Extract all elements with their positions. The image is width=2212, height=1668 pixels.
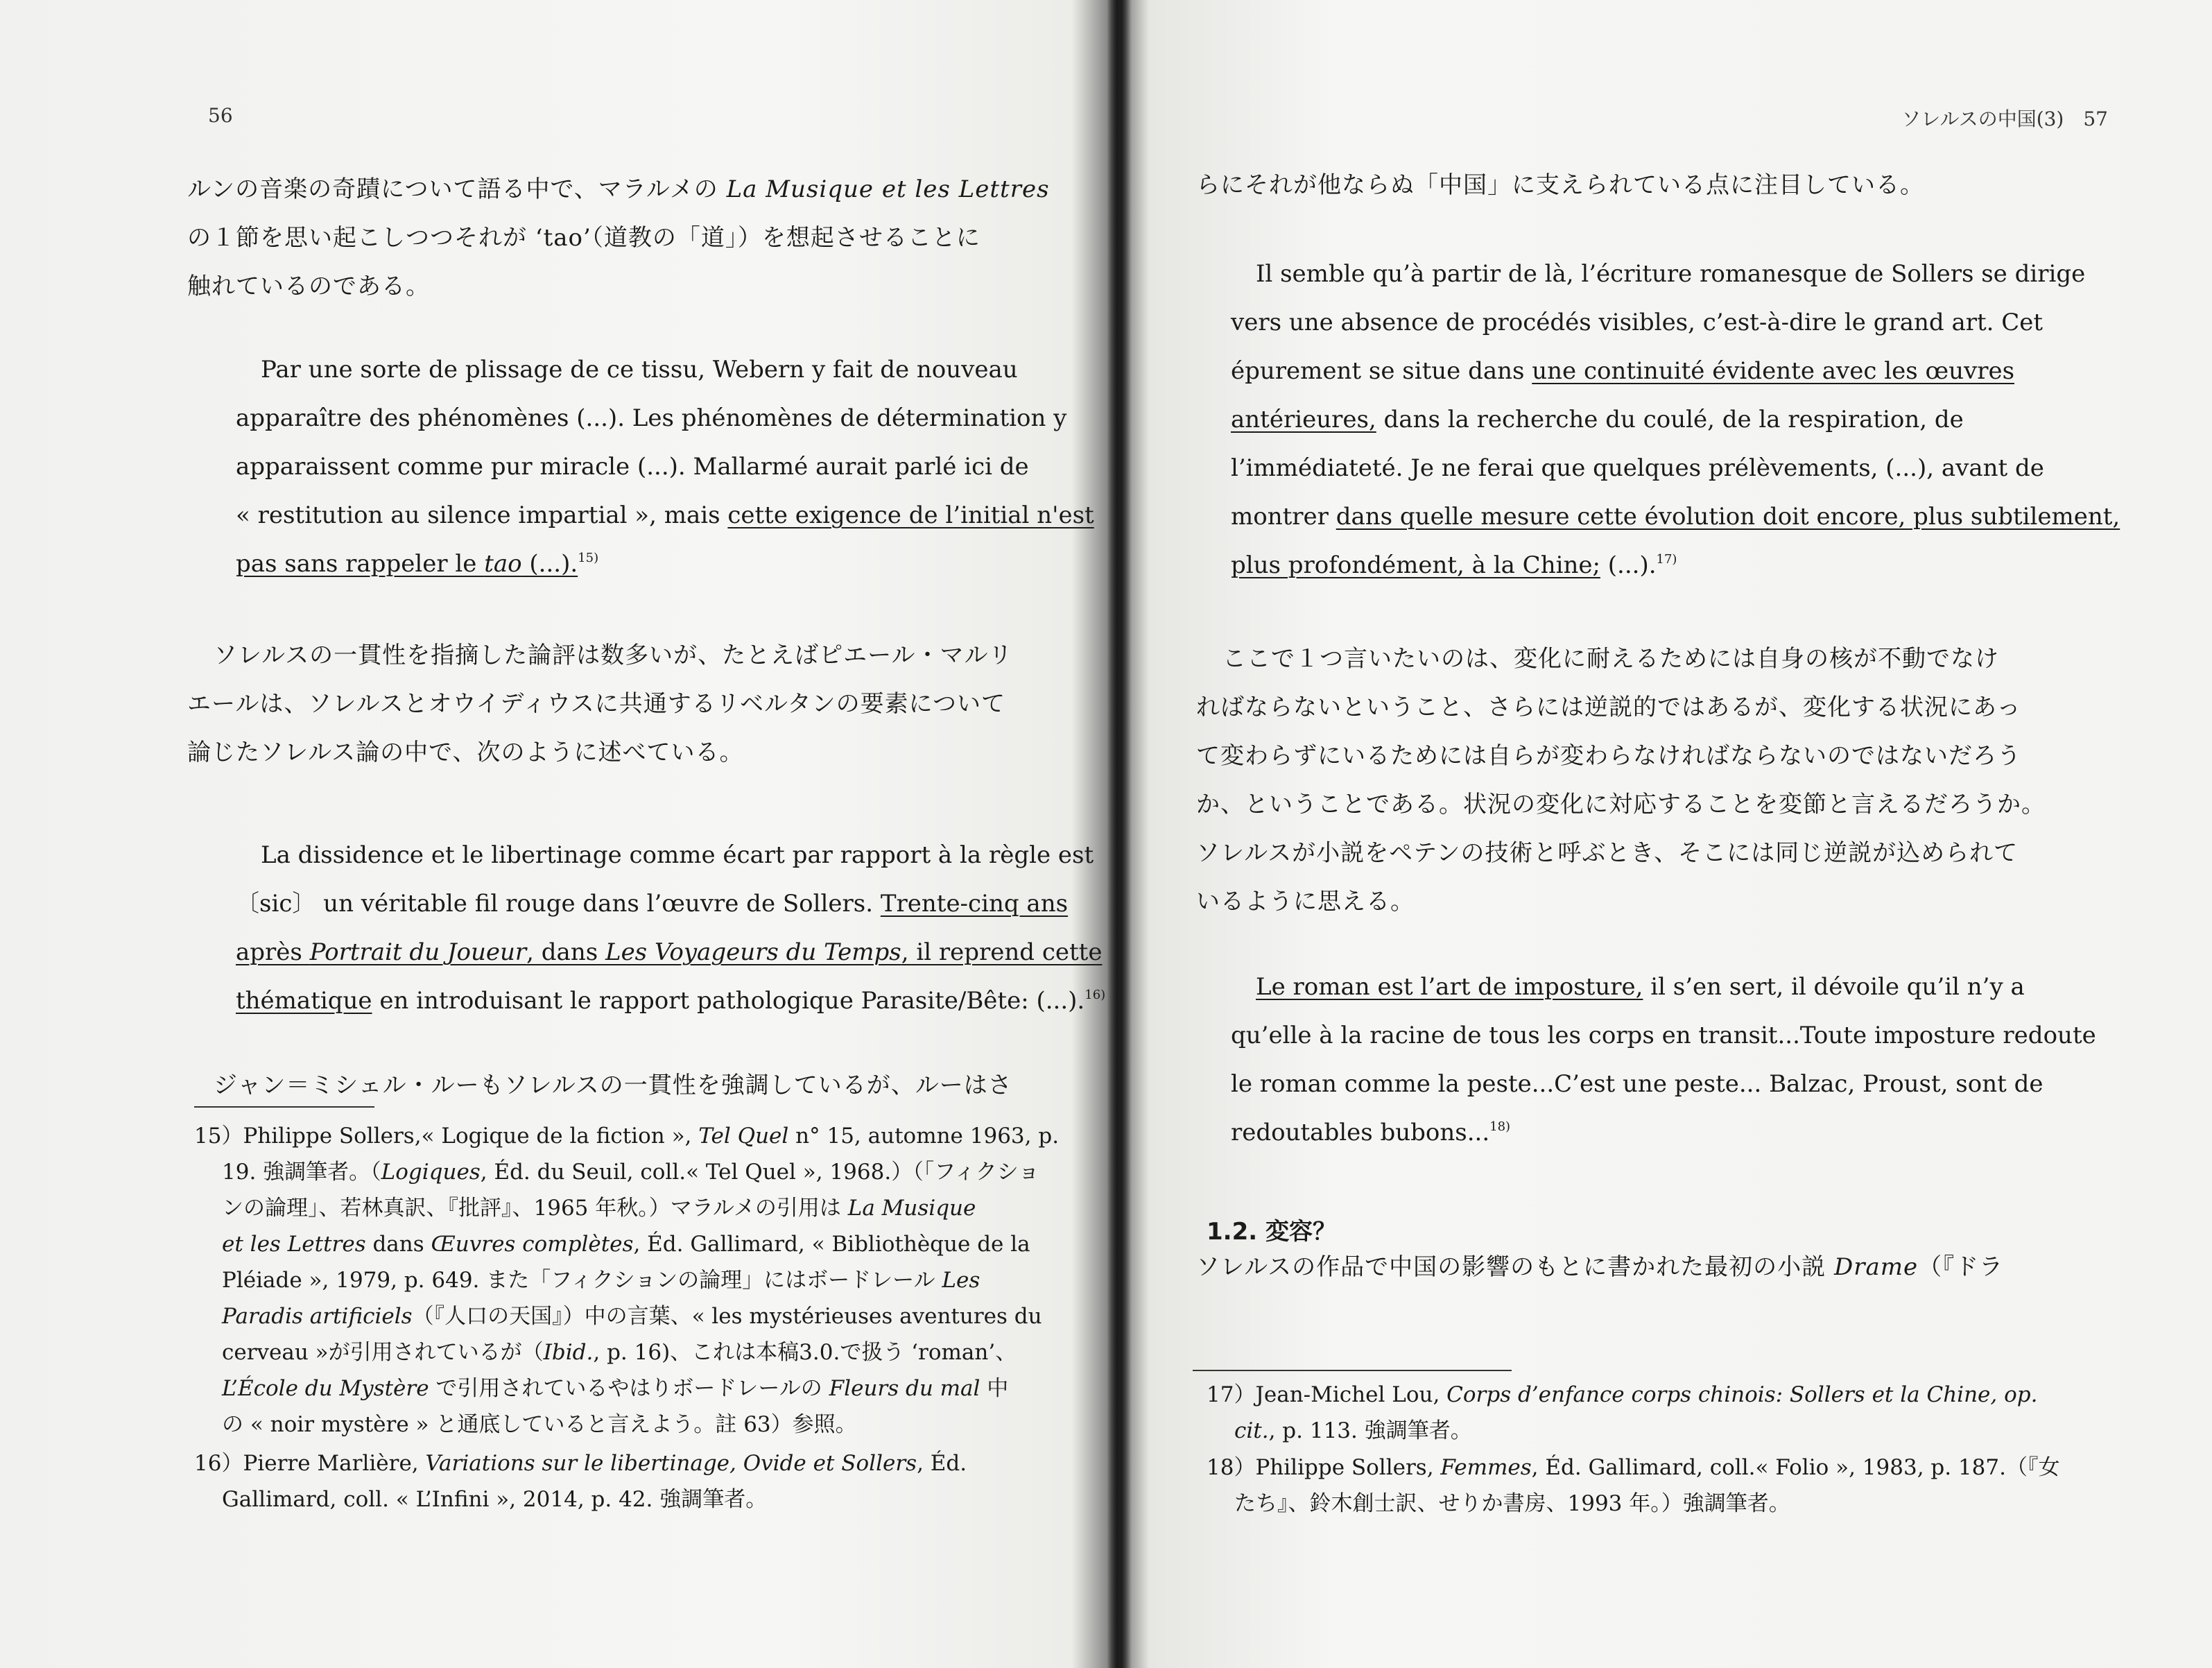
text-line: の « noir mystère » と通底していると言えよう。註 63）参照。 (222, 1412, 857, 1437)
text-segment: La Musique (847, 1196, 976, 1221)
underlined-text: Portrait du Joueur (309, 938, 527, 966)
footnote-ref-15[interactable]: 15) (578, 551, 599, 565)
footnote-ref-16[interactable]: 16) (1085, 988, 1106, 1002)
text-segment: Tel Quel (698, 1124, 789, 1149)
text-segment: Fleurs du mal (829, 1376, 980, 1401)
text-segment: redoutables bubons... (1231, 1119, 1490, 1146)
text-segment: , p. 16)、これは本稿3.0.で扱う ‘roman’、 (593, 1340, 1017, 1365)
footnote-rule-left (194, 1106, 374, 1108)
text-segment: （『ドラ (1918, 1253, 2004, 1281)
text-segment: et les Lettres (222, 1232, 366, 1257)
underlined-text: tao (484, 550, 522, 578)
footnote-ref-17[interactable]: 17) (1656, 552, 1677, 567)
text-segment: , p. 113. 強調筆者。 (1268, 1418, 1472, 1443)
text-line: ソレルスの一貫性を指摘した論評は数多いが、たとえばピエール・マルリ (214, 642, 1013, 669)
text-segment: , Éd. Gallimard, coll.« Folio », 1983, p. 187.（『女 (1531, 1455, 2060, 1480)
footnote-17 (1207, 1377, 2101, 1449)
underlined-text: cette exigence de l’initial n'est (727, 501, 1094, 529)
paragraph-1-left (187, 165, 1096, 311)
text-line: 論じたソレルス論の中で、次のように述べている。 (187, 739, 744, 766)
text-segment: dans la recherche du coulé, de la respiration, de (1376, 406, 1964, 433)
paragraph-3-left (187, 1061, 1096, 1110)
block-quote-3 (1231, 250, 2120, 590)
footnote-rule-right (1193, 1370, 1512, 1371)
text-line: ここで１つ言いたいのは、変化に耐えるためには自身の核が不動でなけ (1222, 645, 1999, 673)
text-segment: Logiques (381, 1160, 481, 1185)
page-number-left: 56 (208, 104, 233, 127)
text-segment: Pléiade », 1979, p. 649. また「フィクションの論理」にはボードレール (222, 1268, 942, 1293)
underlined-text: Trente-cinq ans (880, 890, 1069, 918)
text-segment: Femmes (1440, 1455, 1532, 1480)
underlined-text: Le roman est l’art de imposture, (1256, 973, 1643, 1001)
text-line: 触れているのである。 (187, 273, 430, 300)
underlined-text: , il reprend cette (901, 938, 1103, 966)
underlined-text: thématique (236, 987, 372, 1015)
text-line: いるように思える。 (1196, 888, 1415, 915)
section-heading: 1.2. 変容？ (1207, 1218, 1336, 1246)
quote-line: le roman comme la peste...C’est une peste... Balzac, Proust, sont de (1231, 1070, 2043, 1098)
underlined-text: Les Voyageurs du Temps (605, 938, 901, 966)
underlined-text: plus profondément, à la Chine; (1231, 551, 1600, 579)
quote-line: l’immédiateté. Je ne ferai que quelques prélèvements, (...), avant de (1231, 454, 2044, 482)
text-line: ればならないということ、さらには逆説的ではあるが、変化する状況にあっ (1196, 694, 2021, 721)
text-segment: Drame (1833, 1253, 1919, 1281)
text-segment: 〔sic〕 un véritable fil rouge dans l’œuvre de Sollers. (236, 890, 881, 918)
quote-line: Il semble qu’à partir de là, l’écriture romanesque de Sollers se dirige (1256, 260, 2086, 288)
text-segment: 18）Philippe Sollers, (1207, 1455, 1441, 1480)
text-segment: Les (942, 1268, 980, 1293)
text-segment: (...). (1600, 551, 1657, 579)
footnote-18 (1207, 1450, 2101, 1522)
underlined-text: après (236, 938, 310, 966)
text-segment: Paradis artificiels (222, 1304, 413, 1329)
text-segment: il s’en sert, il dévoile qu’il n’y a (1643, 973, 2025, 1001)
text-line: の１節を思い起こしつつそれが ‘tao’（道教の「道」）を想起させることに (187, 224, 980, 252)
underlined-text: une continuité évidente avec les œuvres (1532, 357, 2015, 385)
text-line: か、ということである。状況の変化に対応することを変節と言えるだろうか。 (1196, 791, 2046, 818)
text-segment: cit. (1234, 1418, 1269, 1443)
text-line: エールは、ソレルスとオウイディウスに共通するリベルタンの要素について (187, 690, 1005, 718)
text-line: Gallimard, coll. « L’Infini », 2014, p. 42. 強調筆者。 (222, 1487, 768, 1512)
text-segment: , Éd. (917, 1451, 967, 1476)
quote-line: qu’elle à la racine de tous les corps en transit...Toute imposture redoute (1231, 1022, 2096, 1049)
running-head-right: ソレルスの中国(3) 57 (1901, 108, 2108, 130)
paragraph-2-left (187, 631, 1096, 777)
text-segment: , Éd. du Seuil, coll.« Tel Quel », 1968.）（「フィクショ (480, 1160, 1040, 1185)
quote-line: vers une absence de procédés visibles, c’est-à-dire le grand art. Cet (1231, 309, 2043, 336)
paragraph-3-right (1196, 1243, 2091, 1291)
quote-line: apparaissent comme pur miracle (...). Mallarmé aurait parlé ici de (236, 453, 1029, 481)
text-segment: L’École du Mystère (222, 1376, 429, 1401)
text-segment: dans (365, 1232, 431, 1257)
paragraph-1-right (1196, 161, 2091, 209)
text-segment: 16）Pierre Marlière, (194, 1451, 426, 1476)
paragraph-2-right (1196, 635, 2091, 926)
text-segment: , Éd. Gallimard, « Bibliothèque de la (633, 1232, 1030, 1257)
underlined-text: , dans (526, 938, 605, 966)
text-segment: « restitution au silence impartial », mais (236, 501, 728, 529)
quote-line: La dissidence et le libertinage comme écart par rapport à la règle est (261, 841, 1094, 869)
text-segment: ンの論理」、若林真訳、『批評』、1965 年秋。）マラルメの引用は (222, 1196, 848, 1221)
text-segment: Corps d’enfance corps chinois: Sollers et la Chine, op. (1446, 1382, 2038, 1407)
book-gutter (1107, 0, 1132, 1668)
underlined-text: pas sans rappeler le (236, 550, 485, 578)
underlined-text: dans quelle mesure cette évolution doit encore, plus subtilement, (1336, 503, 2120, 531)
text-segment: Variations sur le libertinage, Ovide et Sollers (425, 1451, 917, 1476)
text-segment: Ibid. (543, 1340, 594, 1365)
text-line: て変わらずにいるためには自らが変わらなければならないのではないだろう (1196, 742, 2021, 770)
text-line: ソレルスが小説をペテンの技術と呼ぶとき、そこには同じ逆説が込められて (1196, 839, 2019, 867)
block-quote-1 (236, 345, 1096, 588)
underlined-text: antérieures, (1231, 406, 1376, 433)
text-segment: La Musique et les Lettres (726, 175, 1050, 203)
block-quote-2 (236, 831, 1106, 1025)
text-segment: Œuvres complètes (431, 1232, 634, 1257)
text-segment: 17）Jean-Michel Lou, (1207, 1382, 1447, 1407)
text-segment: ソレルスの作品で中国の影響のもとに書かれた最初の小説 (1196, 1253, 1834, 1281)
footnote-15 (194, 1118, 1103, 1443)
text-line: たち』、鈴木創士訳、せりか書房、1993 年。）強調筆者。 (1234, 1491, 1790, 1516)
block-quote-4 (1231, 963, 2096, 1157)
text-segment: で引用されているやはりボードレールの (429, 1376, 829, 1401)
quote-line: Par une sorte de plissage de ce tissu, Webern y fait de nouveau (261, 356, 1018, 384)
text-segment: ルンの音楽の奇蹟について語る中で、マラルメの (187, 175, 727, 203)
quote-line: apparaître des phénomènes (...). Les phénomènes de détermination y (236, 404, 1067, 432)
text-segment: 19. 強調筆者。（ (222, 1160, 381, 1185)
text-segment: cerveau »が引用されているが（ (222, 1340, 544, 1365)
footnote-16 (194, 1445, 1103, 1517)
text-segment: épurement se situe dans (1231, 357, 1532, 385)
text-segment: （『人口の天国』）中の言葉、« les mystérieuses aventures du (412, 1304, 1042, 1329)
text-segment: n° 15, automne 1963, p. (788, 1124, 1060, 1149)
text-segment: montrer (1231, 503, 1336, 531)
text-line: ジャン＝ミシェル・ルーもソレルスの一貫性を強調しているが、ルーはさ (214, 1072, 1012, 1099)
footnote-ref-18[interactable]: 18) (1489, 1119, 1511, 1134)
underlined-text: (...). (521, 550, 578, 578)
text-segment: 中 (980, 1376, 1009, 1401)
text-segment: en introduisant le rapport pathologique Parasite/Bête: (...). (372, 987, 1085, 1015)
text-segment: 15）Philippe Sollers,« Logique de la fiction », (194, 1124, 699, 1149)
text-line: らにそれが他ならぬ「中国」に支えられている点に注目している。 (1196, 171, 1924, 199)
